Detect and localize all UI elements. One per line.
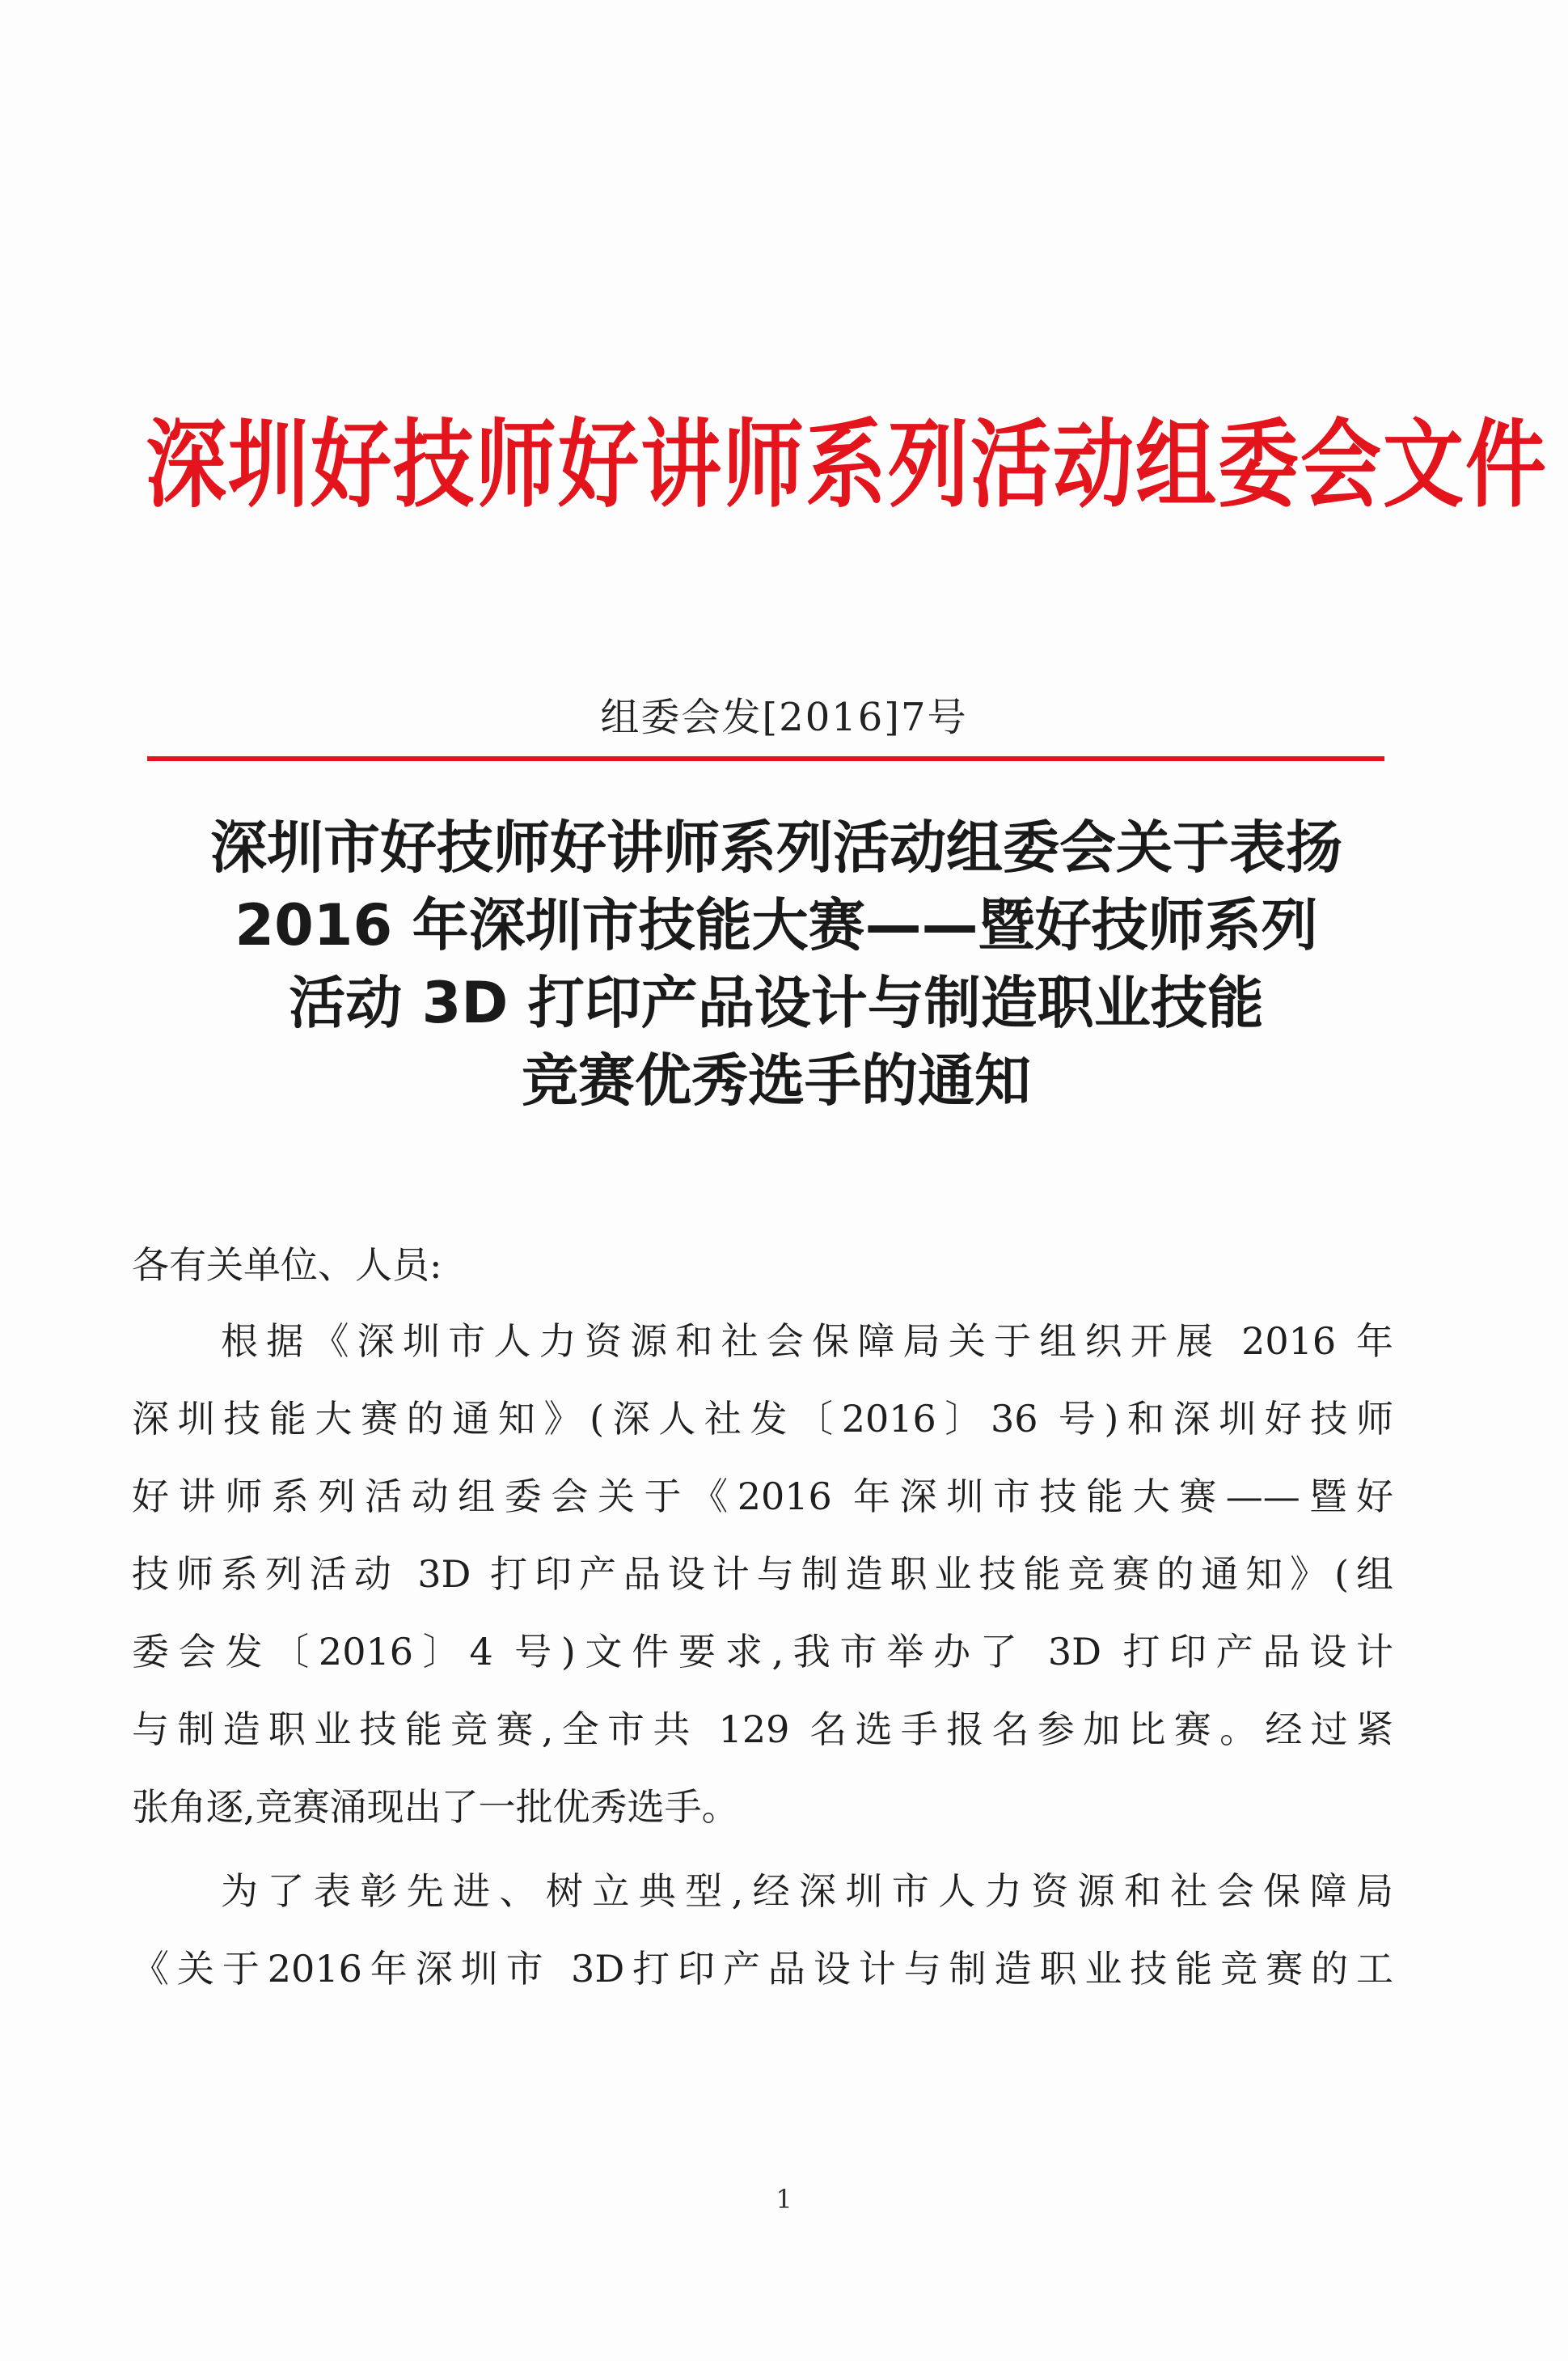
paragraph-line: 为了表彰先进、树立典型,经深圳市人力资源和社会保障局 <box>221 1869 1393 1913</box>
notice-title-line: 深圳市好技师好讲师系列活动组委会关于表扬 <box>210 815 1342 881</box>
paragraph-line: 深圳技能大赛的通知》(深人社发〔2016〕36 号)和深圳好技师 <box>132 1397 1393 1441</box>
document-number: 组委会发[2016]7号 <box>600 695 968 740</box>
paragraph-line: 《关于2016年深圳市 3D打印产品设计与制造职业技能竞赛的工 <box>132 1947 1393 1991</box>
red-divider-line <box>147 756 1384 761</box>
notice-title-line: 活动 3D 打印产品设计与制造职业技能 <box>289 970 1264 1036</box>
issuing-organization-title: 深圳好技师好讲师系列活动组委会文件 <box>146 408 1548 522</box>
paragraph-gap <box>132 1846 1393 1852</box>
paragraph-line: 技师系列活动 3D 打印产品设计与制造职业技能竞赛的通知》(组 <box>132 1552 1393 1596</box>
notice-title <box>113 809 1439 1119</box>
paragraph-line: 好讲师系列活动组委会关于《2016 年深圳市技能大赛——暨好 <box>132 1475 1393 1518</box>
notice-title-line: 2016 年深圳市技能大赛——暨好技师系列 <box>235 892 1318 958</box>
salutation: 各有关单位、人员: <box>132 1243 442 1287</box>
body-text <box>132 1302 1393 2008</box>
page-number: 1 <box>776 2184 792 2215</box>
notice-title-line: 竞赛优秀选手的通知 <box>522 1047 1031 1114</box>
paragraph-line: 委会发〔2016〕4 号)文件要求,我市举办了 3D 打印产品设计 <box>132 1630 1393 1673</box>
paragraph-line: 与制造职业技能竞赛,全市共 129 名选手报名参加比赛。经过紧 <box>132 1707 1393 1751</box>
paragraph-line: 根据《深圳市人力资源和社会保障局关于组织开展 2016 年 <box>221 1319 1393 1363</box>
paragraph-line: 张角逐,竞赛涌现出了一批优秀选手。 <box>132 1785 739 1829</box>
